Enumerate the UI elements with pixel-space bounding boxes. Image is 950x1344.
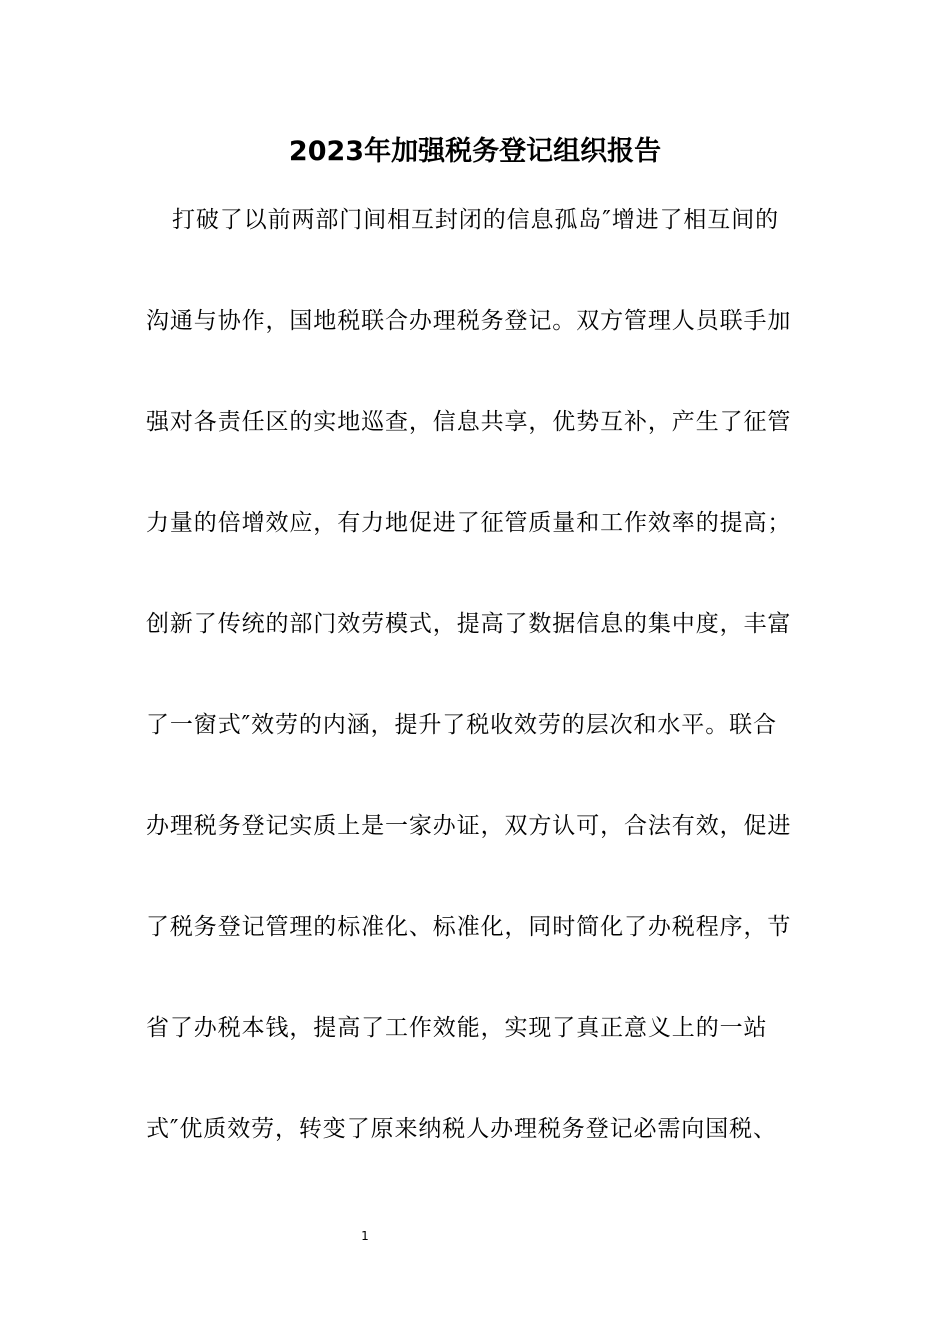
- body-line: 打破了以前两部门间相互封闭的信息孤岛″增进了相互间的: [172, 207, 779, 233]
- document-body: [146, 196, 806, 1206]
- body-line: 式″优质效劳，转变了原来纳税人办理税务登记必需向国税、: [146, 1116, 777, 1142]
- body-line: 强对各责任区的实地巡查，信息共享，优势互补，产生了征管: [146, 409, 792, 435]
- document-title: 2023年加强税务登记组织报告: [288, 136, 662, 167]
- page-number: 1: [361, 1229, 369, 1243]
- body-line: 办理税务登记实质上是一家办证，双方认可，合法有效，促进: [146, 813, 792, 839]
- body-line: 力量的倍增效应，有力地促进了征管质量和工作效率的提高；: [146, 510, 792, 536]
- body-line: 沟通与协作，国地税联合办理税务登记。双方管理人员联手加: [146, 308, 792, 334]
- body-line: 了一窗式″效劳的内涵，提升了税收效劳的层次和水平。联合: [146, 712, 777, 738]
- body-line: 省了办税本钱，提高了工作效能，实现了真正意义上的一站: [146, 1015, 768, 1041]
- body-line: 了税务登记管理的标准化、标准化，同时简化了办税程序，节: [146, 914, 792, 940]
- body-line: 创新了传统的部门效劳模式，提高了数据信息的集中度，丰富: [146, 611, 792, 637]
